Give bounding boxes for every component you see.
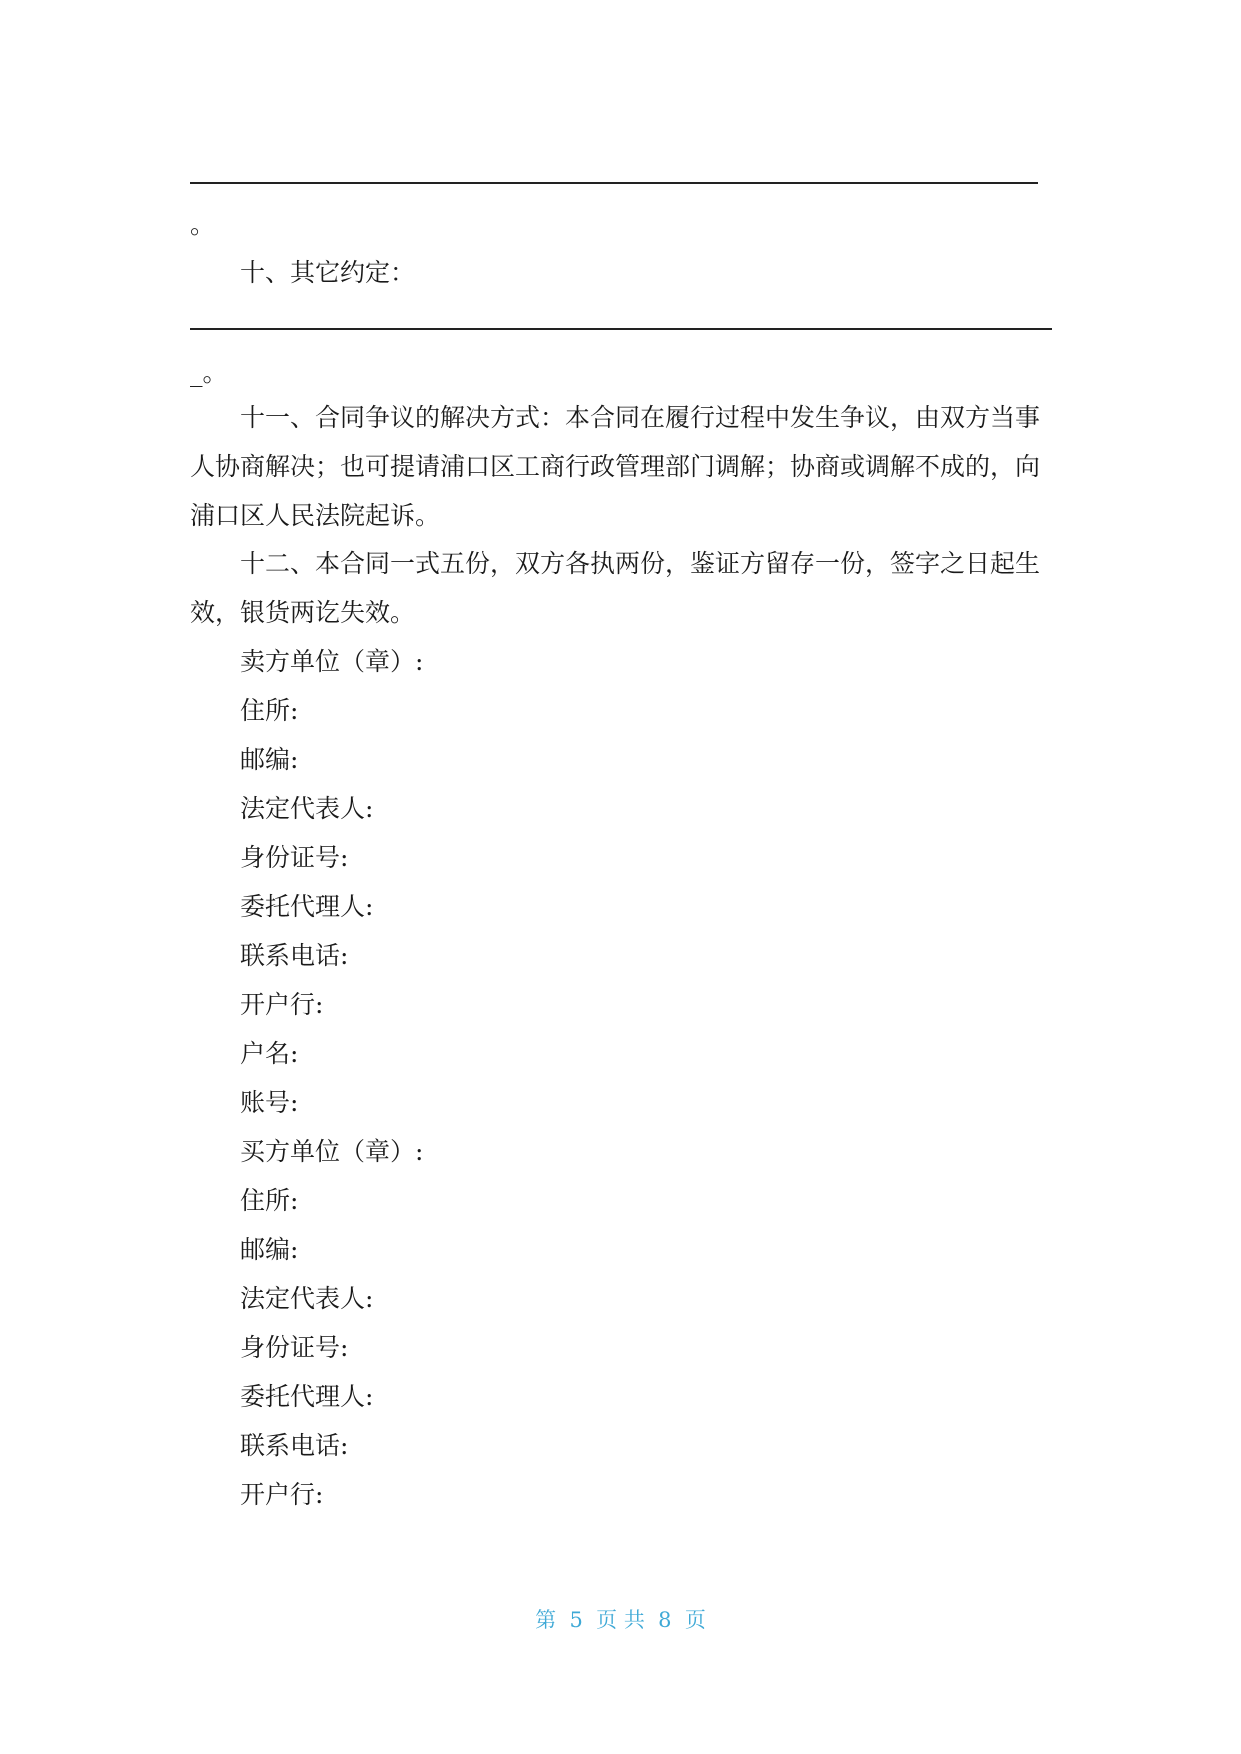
seller-id-number-field: 身份证号:	[240, 843, 349, 872]
buyer-agent-field: 委托代理人:	[240, 1382, 374, 1411]
page-number-footer: 第 5 页 共 8 页	[535, 1608, 706, 1632]
seller-legal-rep-field: 法定代表人:	[240, 794, 374, 823]
seller-phone-field: 联系电话:	[240, 941, 349, 970]
blank-fill-line-2	[190, 328, 1052, 330]
clause-11-line-2: 人协商解决；也可提请浦口区工商行政管理部门调解；协商或调解不成的，向	[190, 452, 1041, 481]
clause-10-heading: 十、其它约定：	[240, 258, 416, 287]
seller-postcode-field: 邮编:	[240, 745, 299, 774]
buyer-legal-rep-field: 法定代表人:	[240, 1284, 374, 1313]
blank-fill-line-1	[190, 182, 1038, 184]
clause-11-line-1: 十一、合同争议的解决方式：本合同在履行过程中发生争议，由双方当事	[240, 403, 1041, 432]
blank-line-1-end: 。	[190, 210, 216, 239]
blank-line-2-end: _。	[190, 358, 228, 387]
seller-bank-field: 开户行:	[240, 990, 324, 1019]
buyer-unit-field: 买方单位（章）:	[240, 1137, 424, 1166]
buyer-id-number-field: 身份证号:	[240, 1333, 349, 1362]
clause-11-line-3: 浦口区人民法院起诉。	[190, 501, 441, 530]
seller-account-name-field: 户名:	[240, 1039, 299, 1068]
buyer-bank-field: 开户行:	[240, 1480, 324, 1509]
clause-12-line-2: 效，银货两讫失效。	[190, 598, 416, 627]
buyer-postcode-field: 邮编:	[240, 1235, 299, 1264]
seller-account-number-field: 账号:	[240, 1088, 299, 1117]
seller-address-field: 住所:	[240, 696, 299, 725]
seller-unit-field: 卖方单位（章）:	[240, 647, 424, 676]
seller-agent-field: 委托代理人:	[240, 892, 374, 921]
buyer-address-field: 住所:	[240, 1186, 299, 1215]
clause-12-line-1: 十二、本合同一式五份，双方各执两份，鉴证方留存一份，签字之日起生	[240, 549, 1041, 578]
buyer-phone-field: 联系电话:	[240, 1431, 349, 1460]
